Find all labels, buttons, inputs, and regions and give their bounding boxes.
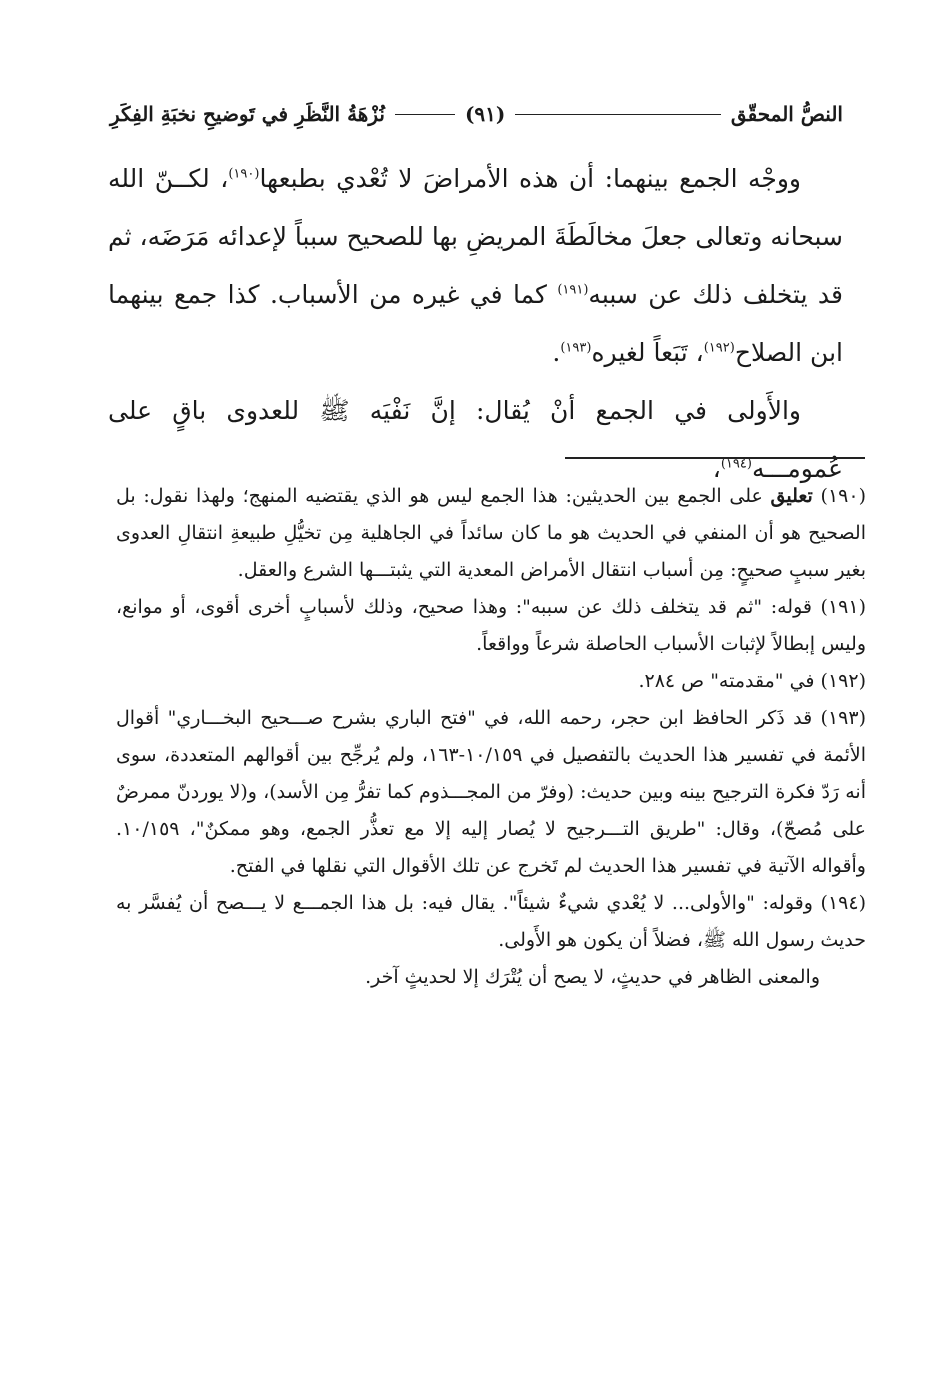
footnote-ref-193[interactable]: (١٩٣) (560, 340, 592, 356)
footnote-number: (١٩٣) (820, 707, 866, 729)
header-book-title: نُزْهَةُ النَّظَرِ في تَوضيحِ نخبَةِ الفِكَرِ (110, 102, 385, 126)
footnote-ref-194[interactable]: (١٩٤) (720, 456, 752, 472)
para1-text-a: ووجْه الجمع بينهما: أن هذه الأمراضَ لا تُعْدي بطبعها (259, 164, 802, 193)
para2-text-b: ، (712, 454, 721, 483)
footnote-190 (116, 478, 866, 589)
para1-text-e: . (552, 338, 561, 367)
main-text (108, 150, 843, 498)
footnote-194 (116, 885, 866, 959)
footnote-body: وقوله: "والأولى... لا يُعْدي شيءٌ شيئاً". يقال فيه: بل هذا الجمـــع لا يـــصح أن يُفسَّر به حديث رسول الله ﷺ، فضلاً أن يكون هو الأَولى. (116, 892, 866, 951)
footnote-ref-191[interactable]: (١٩١) (557, 282, 589, 298)
paragraph-1 (108, 150, 843, 382)
footnote-number: (١٩٠) (820, 485, 866, 507)
footnote-191 (116, 589, 866, 663)
para1-text-d: ، تَبَعاً لغيره (591, 338, 704, 367)
header-section-title: النصُّ المحقّق (730, 102, 843, 126)
footnote-separator (565, 457, 865, 459)
footnotes-section (116, 478, 866, 996)
footnote-ref-190[interactable]: (١٩٠) (228, 166, 260, 182)
footnote-192 (116, 663, 866, 700)
footnote-193 (116, 700, 866, 885)
footnote-continuation: والمعنى الظاهر في حديثٍ، لا يصح أن يُتْرَك إلا لحديثٍ آخر. (365, 966, 820, 988)
header-rule-right (515, 114, 721, 115)
header-rule-left (395, 114, 455, 115)
footnote-number: (١٩٤) (820, 892, 866, 914)
footnote-text (116, 700, 866, 885)
footnote-number: (١٩١) (820, 596, 866, 618)
footnote-bold-lead: تعليق (770, 485, 813, 507)
footnote-body: قد ذَكر الحافظ ابن حجر، رحمه الله، في "فتح الباري بشرح صـــحيح البخـــاري" أقوال الأئمة في تفسير هذا الحديث بالتفصيل في ١٠/١٥٩-١٦٣، ولم يُرجِّح بين أقوالهم المتعددة، سوى أنه رَدّ فكرة الترجيح بينه وبين حديث: (وفرّ من المجـــذوم كما تفرُّ مِن الأسد)، و(لا يوردنّ ممرضٌ على مُصحّ)، وقال: "طريق التـــرجيح لا يُصار إليه إلا مع تعذُّر الجمع، وهو ممكنٌ"، ١٠/١٥٩. وأقواله الآتية في تفسير هذا الحديث لم تَخرج عن تلك الأقوال التي نقلها في الفتح. (116, 707, 866, 877)
footnote-ref-192[interactable]: (١٩٢) (703, 340, 735, 356)
footnote-number: (١٩٢) (820, 670, 866, 692)
footnote-body: في "مقدمته" ص ٢٨٤. (638, 670, 821, 692)
para2-text-a: والأَولى في الجمع أنْ يُقال: إنَّ نَفْيَه ﷺ للعدوى باقٍ على عُمومـــه (108, 396, 843, 483)
footnote-text (638, 663, 866, 700)
page-header (110, 92, 843, 136)
footnote-text (116, 589, 866, 663)
para1-text-c: كما في غيره من الأسباب. كذا جمع بينهما ابن الصلاح (108, 280, 843, 367)
para1-text-b: ، لكــنّ الله سبحانه وتعالى جعلَ مخالَطَةَ المريضِ بها للصحيح سبباً لإعدائه مَرَضَه، ثم قد يتخلف ذلك عن سببه (108, 164, 843, 309)
footnote-text (116, 885, 866, 959)
footnote-body: قوله: "ثم قد يتخلف ذلك عن سببه": وهذا صحيح، وذلك لأسبابٍ أخرى أقوى، أو موانع، وليس إبطالاً لإثبات الأسباب الحاصلة شرعاً وواقعاً. (116, 596, 866, 655)
page-number: (٩١) (464, 102, 506, 126)
footnote-body: على الجمع بين الحديثين: هذا الجمع ليس هو الذي يقتضيه المنهج؛ ولهذا نقول: بل الصحيح هو أن المنفي في الحديث هو ما كان سائداً في الجاهلية مِن تخيُّلِ طبيعةِ انتقالِ العدوى بغير سببٍ صحيحٍ: مِن أسباب انتقال الأمراض المعدية التي يثبتـــها الشرع والعقل. (116, 485, 866, 581)
footnote-text (116, 478, 866, 589)
